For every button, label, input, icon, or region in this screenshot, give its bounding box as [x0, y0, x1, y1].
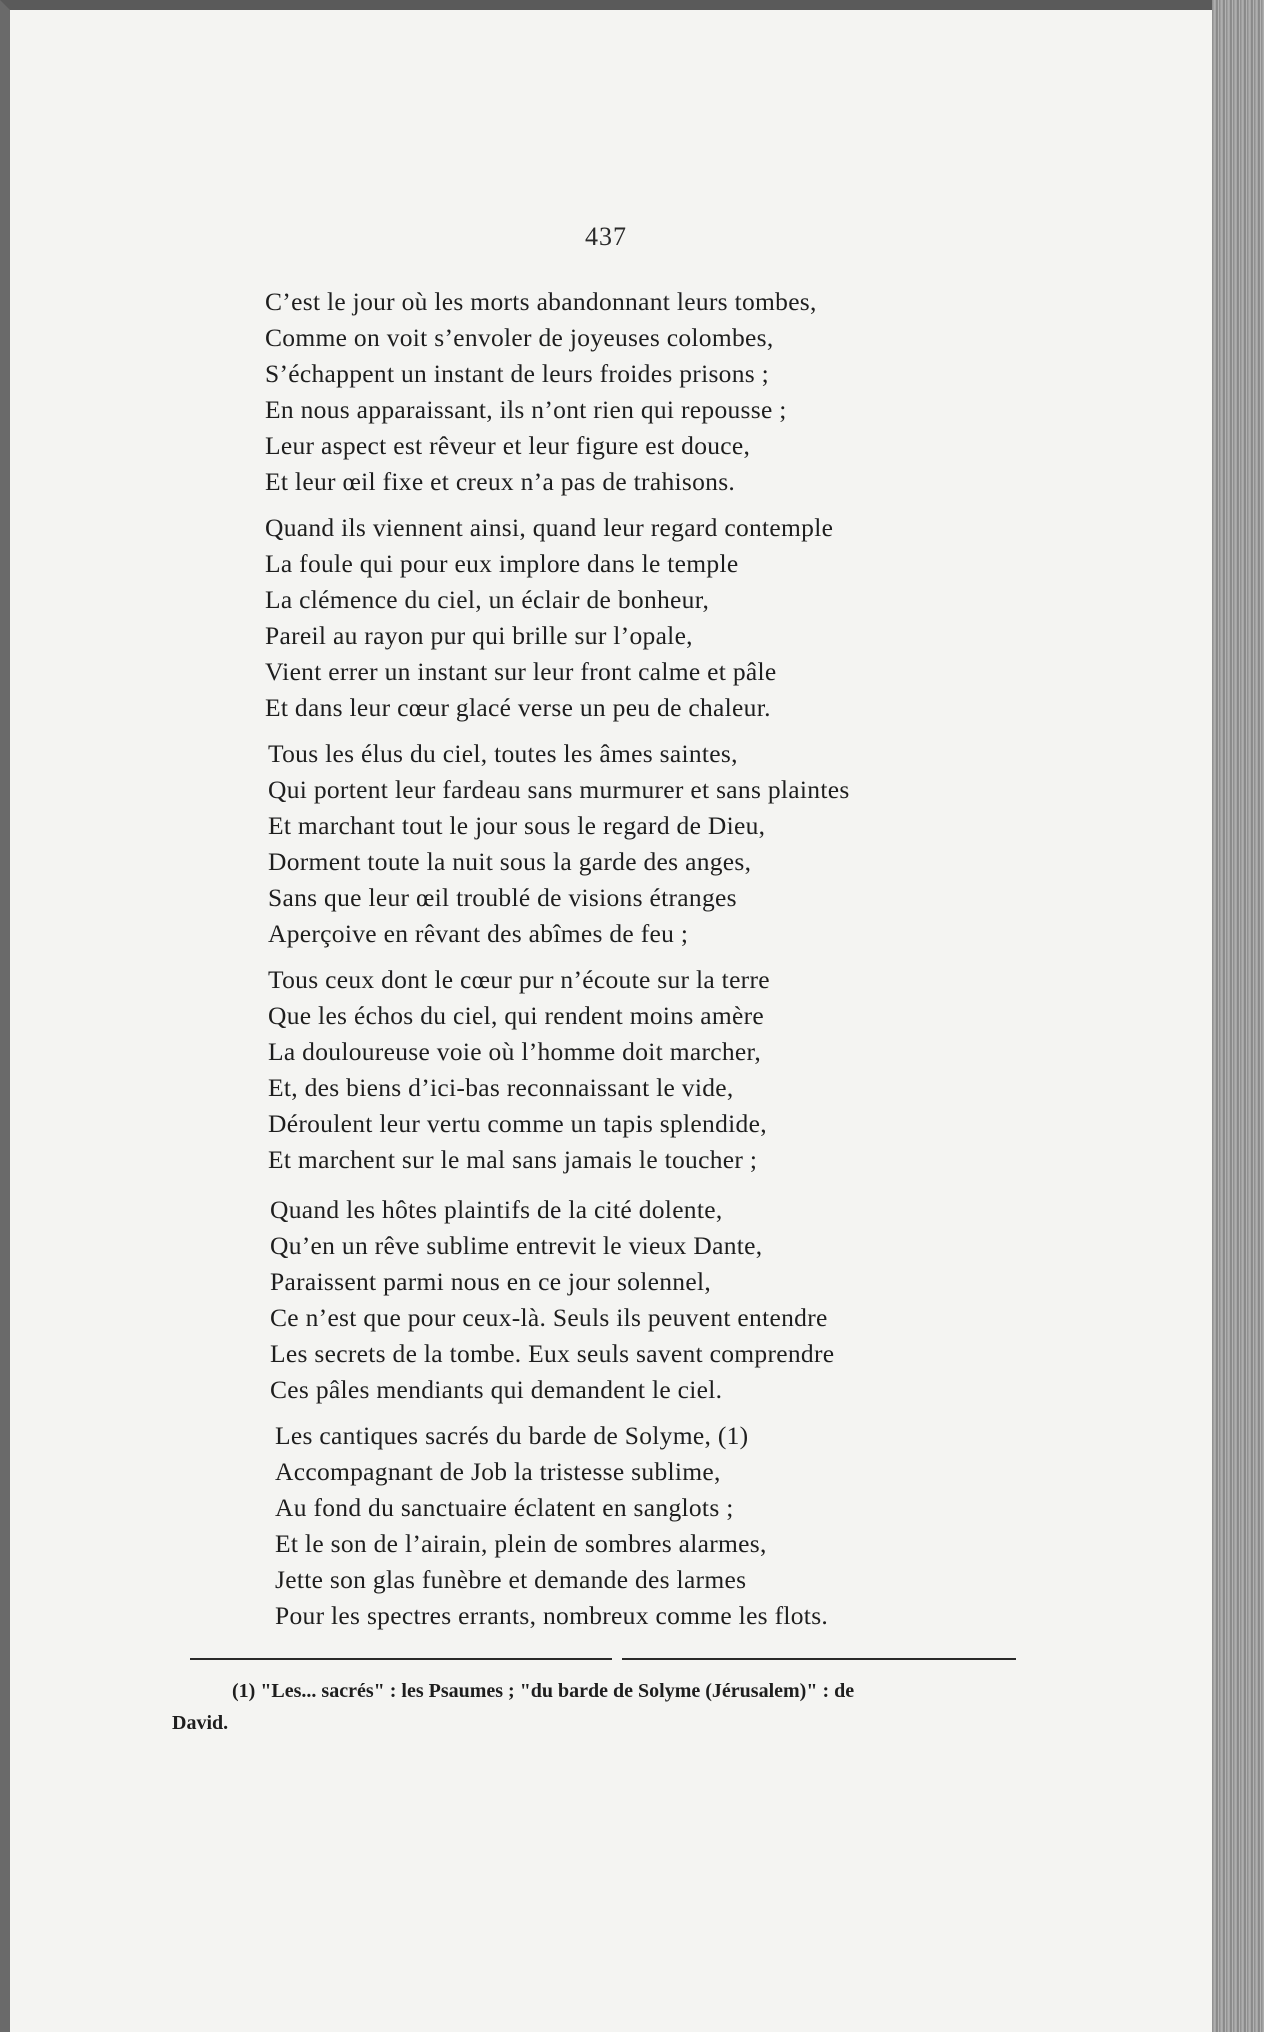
verse-line: Déroulent leur vertu comme un tapis splendide, [268, 1109, 767, 1138]
verse-line: En nous apparaissant, ils n’ont rien qui repousse ; [265, 395, 787, 424]
verse-line: Vient errer un instant sur leur front calme et pâle [265, 657, 777, 686]
verse-line: Sans que leur œil troublé de visions étranges [268, 883, 737, 912]
verse-line: Les cantiques sacrés du barde de Solyme, (1) [275, 1421, 749, 1450]
footnote-line-2: David. [172, 1712, 229, 1734]
verse-line: Que les échos du ciel, qui rendent moins amère [268, 1001, 765, 1030]
verse-line: Au fond du sanctuaire éclatent en sanglots ; [275, 1493, 734, 1522]
verse-line: Ce n’est que pour ceux-là. Seuls ils peuvent entendre [270, 1303, 828, 1332]
verse-line: La douloureuse voie où l’homme doit marcher, [268, 1037, 761, 1066]
verse-line: Comme on voit s’envoler de joyeuses colombes, [265, 323, 774, 352]
footnote-line-1: (1) "Les... sacrés" : les Psaumes ; "du barde de Solyme (Jérusalem)" : de [232, 1680, 855, 1702]
verse-line: Et dans leur cœur glacé verse un peu de chaleur. [265, 693, 771, 722]
verse-line: Paraissent parmi nous en ce jour solennel, [270, 1267, 712, 1296]
verse-line: Et leur œil fixe et creux n’a pas de trahisons. [265, 467, 736, 496]
verse-line: Aperçoive en rêvant des abîmes de feu ; [268, 919, 689, 948]
verse-line: Et, des biens d’ici-bas reconnaissant le vide, [268, 1073, 734, 1102]
verse-line: Ces pâles mendiants qui demandent le ciel. [270, 1375, 723, 1404]
verse-line: Quand ils viennent ainsi, quand leur regard contemple [265, 513, 834, 542]
page-stack-edge [1212, 0, 1264, 2032]
page-number: 437 [585, 222, 627, 251]
verse-line: Tous ceux dont le cœur pur n’écoute sur la terre [268, 965, 770, 994]
verse-line: Tous les élus du ciel, toutes les âmes saintes, [268, 739, 738, 768]
verse-line: Qu’en un rêve sublime entrevit le vieux Dante, [270, 1231, 763, 1260]
verse-line: Accompagnant de Job la tristesse sublime, [275, 1457, 721, 1486]
verse-line: Pour les spectres errants, nombreux comme les flots. [275, 1601, 829, 1630]
verse-line: C’est le jour où les morts abandonnant leurs tombes, [265, 287, 817, 316]
footnote-rule-right [622, 1658, 1016, 1660]
verse-line: La clémence du ciel, un éclair de bonheur, [265, 585, 710, 614]
verse-line: Et marchent sur le mal sans jamais le toucher ; [268, 1145, 758, 1174]
verse-line: Jette son glas funèbre et demande des larmes [275, 1565, 747, 1594]
verse-line: Et le son de l’airain, plein de sombres alarmes, [275, 1529, 767, 1558]
verse-line: Dorment toute la nuit sous la garde des anges, [268, 847, 752, 876]
verse-line: Et marchant tout le jour sous le regard de Dieu, [268, 811, 766, 840]
verse-line: Quand les hôtes plaintifs de la cité dolente, [270, 1195, 723, 1224]
footnote-rule-left [190, 1658, 612, 1660]
footnote [172, 1675, 1032, 1739]
verse-line: S’échappent un instant de leurs froides prisons ; [265, 359, 770, 388]
verse-line: Pareil au rayon pur qui brille sur l’opale, [265, 621, 693, 650]
verse-line: Qui portent leur fardeau sans murmurer et sans plaintes [268, 775, 850, 804]
verse-line: Leur aspect est rêveur et leur figure est douce, [265, 431, 751, 460]
verse-line: Les secrets de la tombe. Eux seuls savent comprendre [270, 1339, 835, 1368]
verse-line: La foule qui pour eux implore dans le temple [265, 549, 739, 578]
